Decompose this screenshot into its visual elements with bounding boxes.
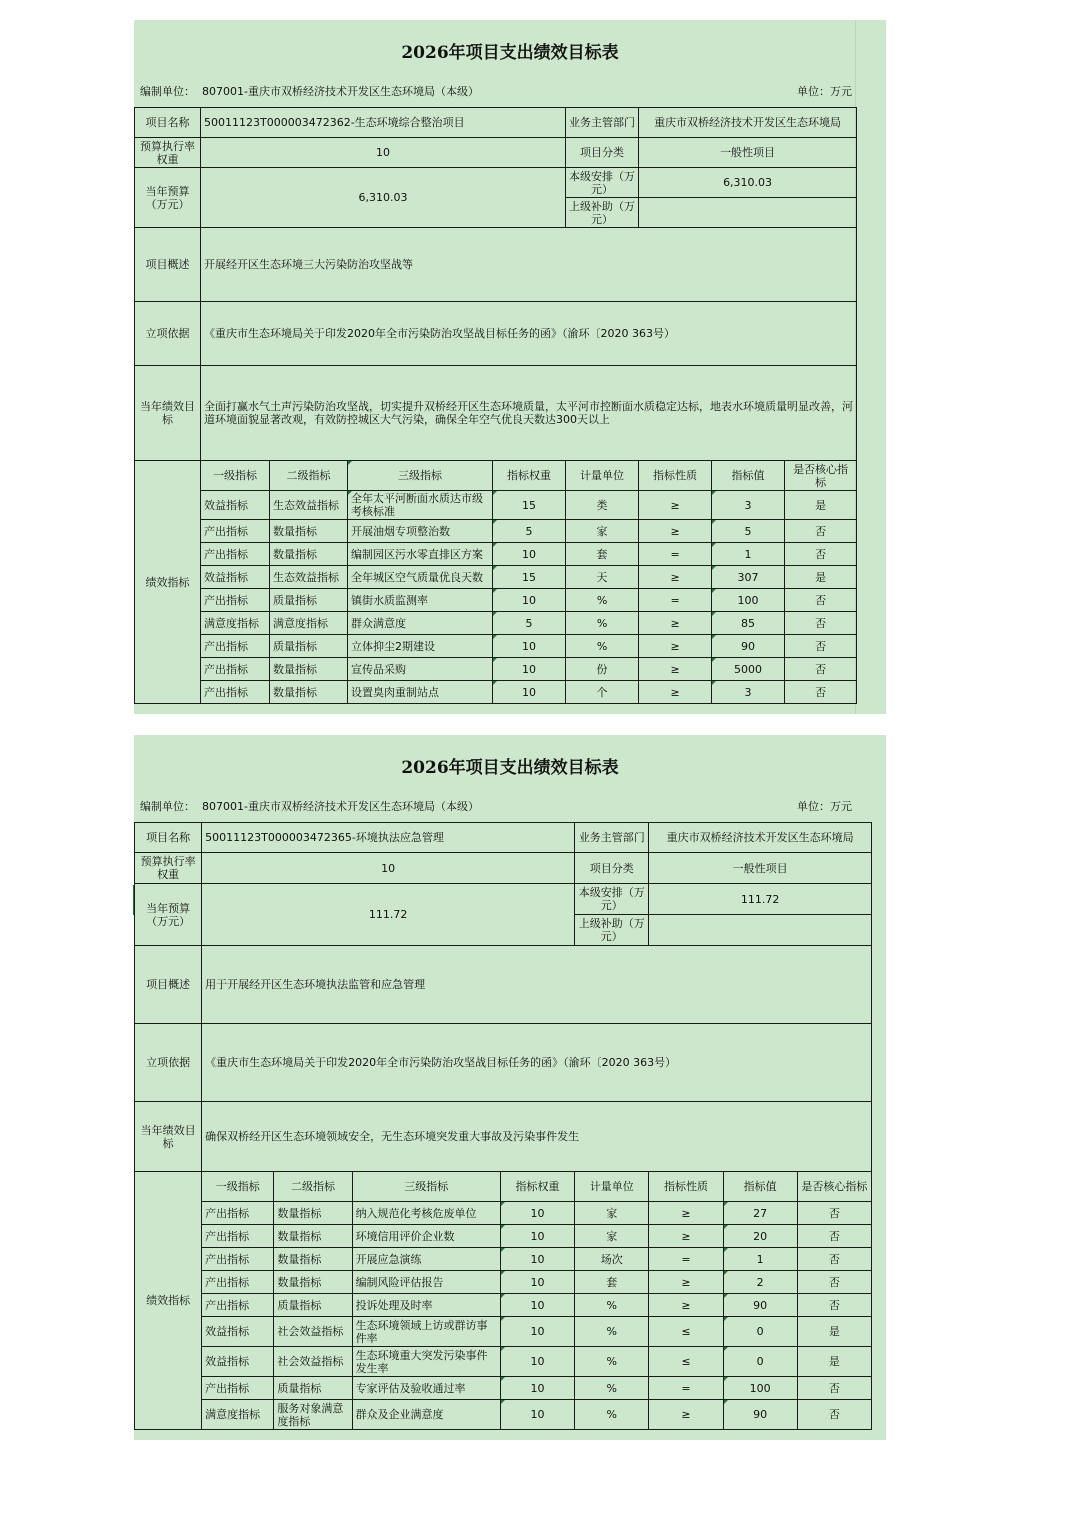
cell-level2: 质量指标 (274, 1294, 352, 1317)
cell-weight: 10 (500, 1202, 574, 1225)
header-value: 指标值 (723, 1172, 797, 1202)
cell-level3: 全年城区空气质量优良天数 (348, 566, 493, 589)
header-level2: 二级指标 (274, 1172, 352, 1202)
cell-value: 307 (712, 566, 785, 589)
sheet-title: 2026年项目支出绩效目标表 (401, 43, 619, 63)
basis-label: 立项依据 (135, 302, 201, 366)
project-name: 50011123T000003472365-环境执法应急管理 (202, 823, 575, 853)
cell-level1: 产出指标 (201, 543, 270, 566)
cell-level1: 产出指标 (202, 1271, 274, 1294)
cell-nature: ≥ (639, 566, 712, 589)
table-row (135, 1202, 872, 1225)
cell-unit: 场次 (575, 1248, 649, 1271)
cell-core: 是 (785, 566, 857, 589)
info-table (134, 822, 872, 1430)
cell-value: 85 (712, 612, 785, 635)
cell-level1: 产出指标 (202, 1294, 274, 1317)
header-unit: 计量单位 (575, 1172, 649, 1202)
cell-unit: 套 (575, 1271, 649, 1294)
table-row (135, 658, 857, 681)
table-row (135, 1248, 872, 1271)
cell-weight: 10 (500, 1377, 574, 1400)
cell-nature: ≥ (639, 658, 712, 681)
cell-value: 5 (712, 520, 785, 543)
header-level1: 一级指标 (202, 1172, 274, 1202)
header-level3: 三级指标 (348, 461, 493, 491)
dept-label: 业务主管部门 (566, 108, 639, 138)
cell-level1: 产出指标 (201, 520, 270, 543)
goal-label: 当年绩效目标 (135, 366, 201, 461)
cell-value: 90 (723, 1400, 797, 1430)
cell-value: 5000 (712, 658, 785, 681)
cell-value: 0 (723, 1317, 797, 1347)
unit-value: 807001-重庆市双桥经济技术开发区生态环境局（本级） (202, 85, 479, 98)
cell-level3: 纳入规范化考核危废单位 (352, 1202, 500, 1225)
basis-value: 《重庆市生态环境局关于印发2020年全市污染防治攻坚战目标任务的函》（渝环〔2020 363号） (202, 1024, 872, 1102)
cell-weight: 10 (493, 681, 566, 704)
unit-row (134, 793, 886, 821)
table-row (135, 1347, 872, 1377)
cell-value: 2 (723, 1271, 797, 1294)
cell-level2: 质量指标 (270, 635, 348, 658)
cell-nature: ≥ (639, 612, 712, 635)
budget-label: 当年预算（万元） (135, 168, 201, 228)
project-name-label: 项目名称 (135, 108, 201, 138)
performance-label: 绩效指标 (135, 461, 201, 704)
category-label: 项目分类 (566, 138, 639, 168)
cell-level1: 产出指标 (202, 1248, 274, 1271)
overview-label: 项目概述 (135, 946, 202, 1024)
cell-level1: 产出指标 (201, 681, 270, 704)
goal-value: 全面打赢水气土声污染防治攻坚战，切实提升双桥经开区生态环境质量，太平河市控断面水质稳定达标，地表水环境质量明显改善，河道环境面貌显著改观，有效防控城区大气污染，确保全年空气优良天数达300天以上 (201, 366, 857, 461)
cell-weight: 10 (493, 589, 566, 612)
cell-level2: 质量指标 (270, 589, 348, 612)
cell-nature: ≤ (649, 1347, 723, 1377)
cell-level2: 服务对象满意度指标 (274, 1400, 352, 1430)
category-label: 项目分类 (575, 853, 649, 884)
cell-value: 1 (723, 1248, 797, 1271)
cell-weight: 5 (493, 612, 566, 635)
cell-nature: ≥ (639, 681, 712, 704)
cell-core: 否 (785, 612, 857, 635)
cell-level3: 立体抑尘2期建设 (348, 635, 493, 658)
cell-unit: % (575, 1347, 649, 1377)
header-level1: 一级指标 (201, 461, 270, 491)
basis-value: 《重庆市生态环境局关于印发2020年全市污染防治攻坚战目标任务的函》（渝环〔2020 363号） (201, 302, 857, 366)
table-row (135, 520, 857, 543)
cell-weight: 10 (500, 1271, 574, 1294)
cell-unit: % (575, 1294, 649, 1317)
cell-core: 否 (785, 589, 857, 612)
upper-subsidy-value (639, 198, 857, 228)
cell-level1: 满意度指标 (202, 1400, 274, 1430)
exec-rate-value: 10 (202, 853, 575, 884)
cell-level3: 生态环境领域上访或群访事件率 (352, 1317, 500, 1347)
dept-value: 重庆市双桥经济技术开发区生态环境局 (649, 823, 872, 853)
cell-unit: % (566, 635, 639, 658)
cell-level2: 数量指标 (270, 520, 348, 543)
cell-level1: 效益指标 (202, 1317, 274, 1347)
cell-weight: 15 (493, 566, 566, 589)
budget-value: 6,310.03 (201, 168, 566, 228)
cell-level3: 群众及企业满意度 (352, 1400, 500, 1430)
cell-level2: 数量指标 (274, 1225, 352, 1248)
cell-level3: 群众满意度 (348, 612, 493, 635)
cell-level1: 产出指标 (201, 589, 270, 612)
table-row (135, 1271, 872, 1294)
overview-value: 开展经开区生态环境三大污染防治攻坚战等 (201, 228, 857, 302)
exec-rate-value: 10 (201, 138, 566, 168)
cell-level2: 生态效益指标 (270, 491, 348, 520)
upper-subsidy-label: 上级补助（万元） (566, 198, 639, 228)
cell-unit: % (566, 589, 639, 612)
table-row (135, 612, 857, 635)
cell-value: 100 (723, 1377, 797, 1400)
cell-level3: 投诉处理及时率 (352, 1294, 500, 1317)
table-row (135, 681, 857, 704)
cell-level2: 数量指标 (274, 1271, 352, 1294)
cell-level1: 效益指标 (202, 1347, 274, 1377)
cell-unit: 天 (566, 566, 639, 589)
header-core: 是否核心指标 (785, 461, 857, 491)
cell-level1: 产出指标 (201, 635, 270, 658)
header-weight: 指标权重 (500, 1172, 574, 1202)
table-row (135, 566, 857, 589)
upper-subsidy-value (649, 915, 872, 946)
header-core: 是否核心指标 (797, 1172, 871, 1202)
cell-core: 否 (797, 1225, 871, 1248)
cell-level1: 效益指标 (201, 491, 270, 520)
table-row (135, 1225, 872, 1248)
cell-value: 27 (723, 1202, 797, 1225)
table-row (135, 1377, 872, 1400)
cell-unit: % (575, 1400, 649, 1430)
header-unit: 计量单位 (566, 461, 639, 491)
cell-nature: ≥ (639, 520, 712, 543)
cell-weight: 10 (500, 1294, 574, 1317)
cell-unit: 类 (566, 491, 639, 520)
cell-weight: 10 (493, 635, 566, 658)
category-value: 一般性项目 (639, 138, 857, 168)
cell-level2: 社会效益指标 (274, 1347, 352, 1377)
cell-value: 3 (712, 681, 785, 704)
cell-nature: ≥ (649, 1202, 723, 1225)
table-row (135, 543, 857, 566)
sheet-2 (134, 735, 886, 1440)
cell-nature: = (639, 589, 712, 612)
cell-unit: % (575, 1377, 649, 1400)
budget-value: 111.72 (202, 884, 575, 946)
cell-core: 否 (785, 658, 857, 681)
cell-nature: ≥ (639, 491, 712, 520)
cell-unit: 家 (575, 1202, 649, 1225)
budget-label: 当年预算（万元） (135, 884, 202, 946)
cell-level1: 产出指标 (202, 1377, 274, 1400)
cell-core: 否 (797, 1248, 871, 1271)
cell-core: 否 (797, 1271, 871, 1294)
goal-label: 当年绩效目标 (135, 1102, 202, 1172)
cell-core: 否 (785, 520, 857, 543)
cell-nature: ≥ (649, 1294, 723, 1317)
dept-value: 重庆市双桥经济技术开发区生态环境局 (639, 108, 857, 138)
cell-core: 是 (797, 1317, 871, 1347)
cell-nature: ≥ (649, 1271, 723, 1294)
cell-level3: 开展应急演练 (352, 1248, 500, 1271)
cell-unit: % (566, 612, 639, 635)
header-value: 指标值 (712, 461, 785, 491)
header-level3: 三级指标 (352, 1172, 500, 1202)
cell-level3: 开展油烟专项整治数 (348, 520, 493, 543)
cell-value: 1 (712, 543, 785, 566)
unit-label: 编制单位： (140, 800, 195, 813)
cell-core: 否 (797, 1377, 871, 1400)
local-budget-value: 111.72 (649, 884, 872, 915)
cell-nature: = (649, 1377, 723, 1400)
currency-label: 单位：万元 (797, 85, 852, 98)
cell-nature: = (639, 543, 712, 566)
header-nature: 指标性质 (649, 1172, 723, 1202)
table-row (135, 491, 857, 520)
cell-nature: ≤ (649, 1317, 723, 1347)
cell-nature: ≥ (649, 1400, 723, 1430)
table-row (135, 1400, 872, 1430)
cell-core: 否 (797, 1202, 871, 1225)
local-budget-label: 本级安排（万元） (566, 168, 639, 198)
category-value: 一般性项目 (649, 853, 872, 884)
cell-core: 否 (785, 635, 857, 658)
cell-weight: 10 (500, 1248, 574, 1271)
cell-unit: 份 (566, 658, 639, 681)
table-row (135, 589, 857, 612)
unit-value: 807001-重庆市双桥经济技术开发区生态环境局（本级） (202, 800, 479, 813)
local-budget-value: 6,310.03 (639, 168, 857, 198)
overview-value: 用于开展经开区生态环境执法监管和应急管理 (202, 946, 872, 1024)
currency-label: 单位：万元 (797, 800, 852, 813)
cell-weight: 15 (493, 491, 566, 520)
overview-label: 项目概述 (135, 228, 201, 302)
cell-level2: 数量指标 (270, 658, 348, 681)
cell-weight: 10 (500, 1347, 574, 1377)
cell-level2: 数量指标 (274, 1202, 352, 1225)
goal-value: 确保双桥经开区生态环境领域安全，无生态环境突发重大事故及污染事件发生 (202, 1102, 872, 1172)
cell-core: 否 (797, 1400, 871, 1430)
cell-unit: 家 (575, 1225, 649, 1248)
cell-level3: 宣传品采购 (348, 658, 493, 681)
cell-value: 3 (712, 491, 785, 520)
cell-level1: 产出指标 (202, 1202, 274, 1225)
upper-subsidy-label: 上级补助（万元） (575, 915, 649, 946)
cell-value: 90 (723, 1294, 797, 1317)
cell-weight: 10 (500, 1225, 574, 1248)
cell-value: 90 (712, 635, 785, 658)
cell-unit: 套 (566, 543, 639, 566)
cell-weight: 10 (493, 543, 566, 566)
cell-level2: 满意度指标 (270, 612, 348, 635)
cell-unit: 家 (566, 520, 639, 543)
cell-level2: 质量指标 (274, 1377, 352, 1400)
unit-row (134, 78, 886, 106)
table-row (135, 1317, 872, 1347)
project-name-label: 项目名称 (135, 823, 202, 853)
project-name: 50011123T000003472362-生态环境综合整治项目 (201, 108, 566, 138)
cell-core: 是 (785, 491, 857, 520)
cell-weight: 10 (500, 1317, 574, 1347)
cell-level3: 生态环境重大突发污染事件发生率 (352, 1347, 500, 1377)
cell-value: 20 (723, 1225, 797, 1248)
header-nature: 指标性质 (639, 461, 712, 491)
cell-value: 0 (723, 1347, 797, 1377)
unit-label: 编制单位： (140, 85, 195, 98)
cell-nature: ≥ (639, 635, 712, 658)
local-budget-label: 本级安排（万元） (575, 884, 649, 915)
cell-level1: 产出指标 (202, 1225, 274, 1248)
cell-level2: 社会效益指标 (274, 1317, 352, 1347)
cell-level2: 数量指标 (270, 543, 348, 566)
cell-level3: 编制园区污水零直排区方案 (348, 543, 493, 566)
cell-level2: 数量指标 (270, 681, 348, 704)
cell-value: 100 (712, 589, 785, 612)
cell-level3: 编制风险评估报告 (352, 1271, 500, 1294)
exec-rate-label: 预算执行率权重 (135, 853, 202, 884)
performance-label: 绩效指标 (135, 1172, 202, 1430)
cell-core: 否 (785, 681, 857, 704)
cell-level1: 产出指标 (201, 658, 270, 681)
dept-label: 业务主管部门 (575, 823, 649, 853)
info-table (134, 107, 857, 704)
cell-level2: 数量指标 (274, 1248, 352, 1271)
table-row (135, 1294, 872, 1317)
table-row (135, 635, 857, 658)
basis-label: 立项依据 (135, 1024, 202, 1102)
cell-unit: % (575, 1317, 649, 1347)
cell-nature: ≥ (649, 1225, 723, 1248)
cell-level3: 镇街水质监测率 (348, 589, 493, 612)
cell-level1: 满意度指标 (201, 612, 270, 635)
cell-level2: 生态效益指标 (270, 566, 348, 589)
cell-nature: = (649, 1248, 723, 1271)
cell-unit: 个 (566, 681, 639, 704)
cell-weight: 10 (500, 1400, 574, 1430)
cell-level1: 效益指标 (201, 566, 270, 589)
cell-level3: 全年太平河断面水质达市级考核标准 (348, 491, 493, 520)
sheet-title: 2026年项目支出绩效目标表 (401, 758, 619, 778)
cell-level3: 设置臭肉重制站点 (348, 681, 493, 704)
cell-core: 否 (785, 543, 857, 566)
header-level2: 二级指标 (270, 461, 348, 491)
cell-level3: 专家评估及验收通过率 (352, 1377, 500, 1400)
exec-rate-label: 预算执行率权重 (135, 138, 201, 168)
cell-level3: 环境信用评价企业数 (352, 1225, 500, 1248)
cell-core: 是 (797, 1347, 871, 1377)
cell-weight: 10 (493, 658, 566, 681)
header-weight: 指标权重 (493, 461, 566, 491)
cell-weight: 5 (493, 520, 566, 543)
cell-core: 否 (797, 1294, 871, 1317)
sheet-1 (134, 20, 886, 714)
